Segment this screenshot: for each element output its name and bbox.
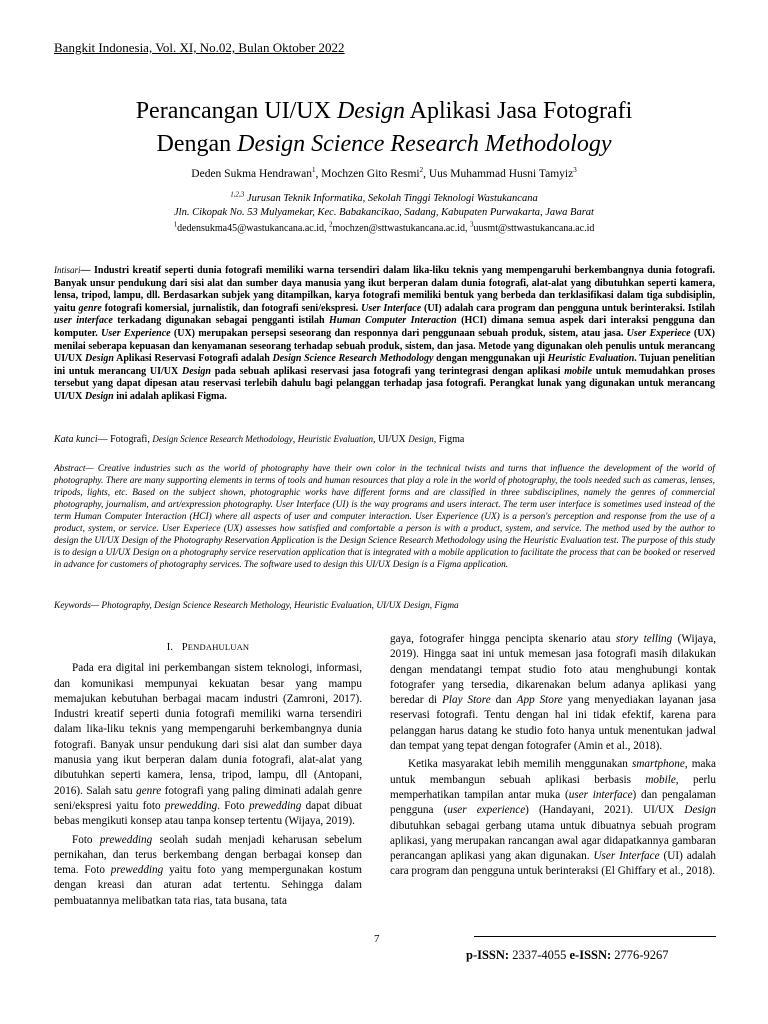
author-sup: 3	[573, 166, 577, 175]
issn-footer: p-ISSN: 2337-4055 e-ISSN: 2776-9267	[466, 948, 669, 962]
email-link[interactable]: dedensukma45@wastukancana.ac.id,	[177, 223, 330, 234]
author-sup: 1	[312, 166, 316, 175]
email-sup: 3	[470, 220, 474, 229]
affiliation-line: Jurusan Teknik Informatika, Sekolah Tinggi Teknologi Wastukancana	[244, 193, 538, 204]
paragraph: Pada era digital ini perkembangan sistem teknologi, informasi, dan komunikasi mempunyai kekuatan besar yang mampu memajukan kebutuhan berbagai macam industri (Zamroni, 2017). Industri kreatif seperti dunia fotografi memiliki warna tersendiri dalam lika-liku teknis yang mempengaruhi berkembangnya dunia fotografi. Banyak unsur pendukung dari sisi alat dan sumber daya manusia yang ikut berperan dalam dunia fotografi, alat-alat yang dibutuhkan seperti kamera, lensa, tripod, lampu, dll (Antopani, 2016). Salah satu genre fotografi yang paling diminati adalah genre seni/ekspresi yaitu foto prewedding. Foto prewedding dapat dibuat bebas mengikuti konsep atau tanpa konsep tertentu (Wijaya, 2019).	[54, 662, 362, 828]
paragraph: Foto prewedding seolah sudah menjadi keharusan sebelum pernikahan, dan terus berkembang dengan berbagai konsep dan tema. Foto prewedding yaitu foto yang mempergunakan kostum dengan kreasi dan aturan adat tertentu. Sehingga dalam pembuatannya melibatkan tata rias, tata busana, tata	[54, 833, 362, 907]
keywords-indonesian: Kata kunci— Fotografi, Design Science Research Methodology, Heuristic Evaluation, UI/UX Design, Figma	[54, 434, 465, 445]
author-emails	[54, 222, 714, 236]
body-column-left	[54, 640, 362, 909]
author-name: Deden Sukma Hendrawan	[191, 168, 312, 180]
title-text: Dengan	[156, 131, 238, 157]
abstract-lead: Intisari	[54, 265, 81, 275]
affiliation-sup: 1,2,3	[230, 190, 245, 199]
title-text: Aplikasi Jasa Fotografi	[404, 98, 633, 124]
paragraph: Ketika masyarakat lebih memilih menggunakan smartphone, maka untuk membangun sebuah aplikasi berbasis mobile, perlu memperhatikan tampilan antar muka (user interface) dan pengalaman pengguna (user experience) (Handayani, 2021). UI/UX Design dibutuhkan sebagai gerbang utama untuk dibuatnya sebuah program aplikasi, yang merupakan rancangan awal agar didapatkannya gambaran perancangan aplikasi yang akan digunakan. User Interface (UI) adalah cara program dan pengguna untuk berinteraksi (El Ghiffary et al., 2018).	[390, 758, 716, 878]
affiliation-address: Jln. Cikopak No. 53 Mulyamekar, Kec. Babakancikao, Sadang, Kabupaten Purwakarta, Jawa Barat	[174, 207, 594, 218]
paragraph: gaya, fotografer hingga pencipta skenario atau story telling (Wijaya, 2019). Hingga saat ini untuk memesan jasa fotografi masih dilakukan dengan mendatangi tempat studio foto atau menghubungi kontak fotografer yang tersedia, dikarenakan belum adanya aplikasi yang beredar di Play Store dan App Store yang menyediakan layanan jasa reservasi fotografi. Tentu dengan hal ini tidak efektif, karena para pelanggan harus datang ke studio foto hanya untuk menentukan jadwal dan tempat yang tepat dengan fotografer (Amin et al., 2018).	[390, 633, 717, 753]
author-sup: 2	[419, 166, 424, 175]
page-number: 7	[374, 933, 380, 945]
paper-title	[54, 95, 714, 161]
footer-divider	[474, 936, 716, 937]
journal-header	[54, 40, 714, 56]
journal-citation: Bangkit Indonesia, Vol. XI, No.02, Bulan Oktober 2022	[54, 40, 345, 55]
affiliation	[54, 192, 714, 220]
author-name: , Mochzen Gito Resmi	[315, 168, 420, 180]
email-link[interactable]: mochzen@sttwastukancana.ac.id,	[332, 223, 471, 234]
email-sup: 2	[329, 220, 333, 229]
email-sup: 1	[173, 220, 178, 229]
keywords-english: Keywords— Photography, Design Science Research Methology, Heuristic Evaluation, UI/UX Design, Figma	[54, 601, 459, 611]
email-link[interactable]: uusmt@sttwastukancana.ac.id	[473, 223, 595, 234]
title-text: Perancangan UI/UX	[135, 98, 337, 124]
abstract-indonesian: Intisari— Industri kreatif seperti dunia fotografi memiliki warna tersendiri dalam lika-liku teknis yang mempengaruhi berkembangnya dunia fotografi. Banyak unsur pendukung dari sisi alat dan sumber daya manusia yang ikut berperan dalam dunia fotografi, alat-alat yang dibutuhkan seperti kamera, lensa, tripod, lampu, dll. Berdasarkan subjek yang ditampilkan, karya fotografi memiliki bentuk yang berbeda dan terklasifikasi dalam tiga subdisiplin, yaitu genre fotografi komersial, jurnalistik, dan fotografi seni/ekspresi. User Interface (UI) adalah cara program dan pengguna untuk berinteraksi. Istilah user interface terkadang digunakan sebagai pengganti istilah Human Computer Interaction (HCI) dimana semua aspek dari interaksi pengguna dan komputer. User Experience (UX) merupakan persepsi seseorang dan responnya dari penggunaan sebuah produk, sistem, atau jasa. User Experiece (UX) menilai seberapa kepuasan dan kenyamanan seseorang terhadap sebuah produk, sistem, dan jasa. Metode yang digunakan oleh penulis untuk merancang UI/UX Design Aplikasi Reservasi Fotografi adalah Design Science Research Methodology dengan menggunakan uji Heuristic Evaluation. Tujuan penelitian ini untuk merancang UI/UX Design pada sebuah aplikasi reservasi jasa fotografi yang terintegrasi dengan aplikasi mobile untuk memudahkan proses tersebut yang dapat dipesan atau reservasi terlebih dahulu bagi pelanggan terhadap jasa fotografi. Perangkat lunak yang digunakan untuk merancang UI/UX Design ini adalah aplikasi Figma.	[54, 265, 716, 402]
title-italic: Design	[336, 98, 405, 124]
title-italic: Design Science Research Methodology	[237, 131, 612, 157]
abstract-english: Abstract— Creative industries such as the world of photography have their own color in the technical twists and turns that influence the development of the world of photography. There are many supporting elements in terms of tools and human resources that play a role in the world of photography, the tools needed such as cameras, lenses, tripods, lights, etc. Based on the subject shown, photographic works have different forms and are classified in three subdisciplines, namely the genres of commercial photography, journalism, and art/expression photography. User Interface (UI) is the way programs and users interact. The term user interface is sometimes used instead of the term Human Computer Interaction (HCI) where all aspects of user and computer interaction. User Experience (UX) is a person's perception and response from the use of a product, system, or service. User Experiece (UX) assesses how satisfied and comfortable a person is with a product, system, and service. The method used by the author to design the UI/UX Design of the Photography Reservation Application is the Design Science Research Methodology using the Heuristic Evaluation test. The purpose of this study is to design a UI/UX Design on a photography service reservation application that is integrated with a mobile application to facilitate the process that can be booked or reserved in advance for customers of photography services. The software used to design this UI/UX Design is a Figma application.	[54, 464, 716, 570]
body-column-right	[390, 632, 716, 880]
author-list	[54, 167, 714, 181]
author-name: , Uus Muhammad Husni Tamyiz	[423, 168, 574, 180]
section-heading: I. PENDAHULUAN	[166, 642, 250, 653]
